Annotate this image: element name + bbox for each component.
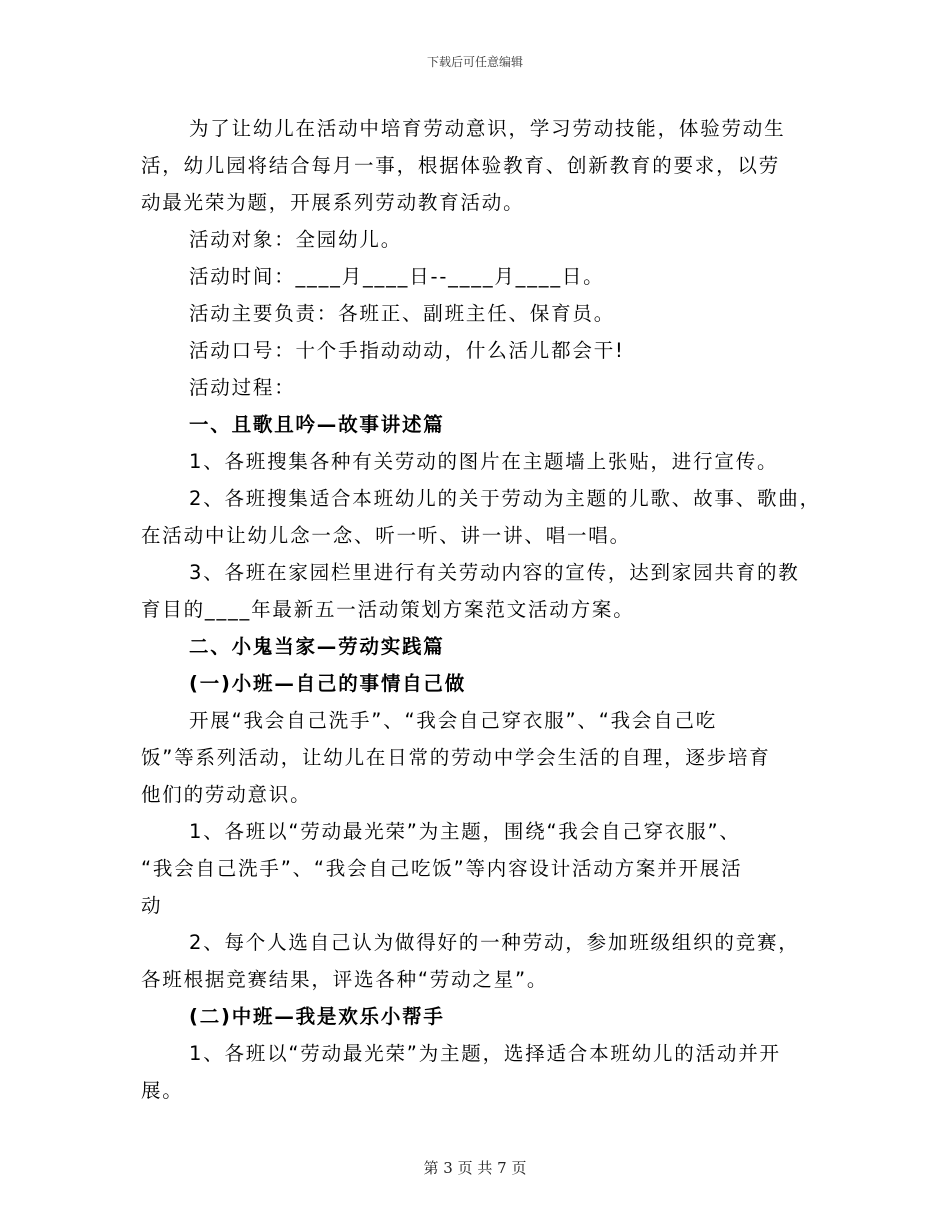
text-line: 活动对象：全园幼儿。 <box>189 228 403 251</box>
text-line: 开展“我会自己洗手”、“我会自己穿衣服”、“我会自己吃 <box>189 709 718 732</box>
section-heading <box>141 406 816 443</box>
body-paragraph <box>141 369 816 406</box>
text-line: (一)小班—自己的事情自己做 <box>189 672 467 695</box>
body-paragraph <box>141 924 816 998</box>
text-line: 2、每个人选自己认为做得好的一种劳动，参加班级组织的竞赛， <box>189 931 800 954</box>
text-line: 1、各班搜集各种有关劳动的图片在主题墙上张贴，进行宣传。 <box>189 450 779 473</box>
text-line: 在活动中让幼儿念一念、听一听、讲一讲、唱一唱。 <box>141 524 631 547</box>
text-line: 活动口号：十个手指动动动，什么活儿都会干! <box>189 339 625 362</box>
text-line: 动最光荣为题，开展系列劳动教育活动。 <box>141 191 525 214</box>
text-line: 饭”等系列活动，让幼儿在日常的劳动中学会生活的自理，逐步培育 <box>141 746 771 769</box>
text-line: 活动主要负责：各班正、副班主任、保育员。 <box>189 302 616 325</box>
body-paragraph <box>141 813 816 924</box>
text-line: 1、各班以“劳动最光荣”为主题，选择适合本班幼儿的活动并开 <box>189 1042 781 1065</box>
text-line: 3、各班在家园栏里进行有关劳动内容的宣传，达到家园共育的教 <box>189 561 800 584</box>
section-heading <box>141 665 816 702</box>
text-line: 活动时间：____月____日--____月____日。 <box>189 265 605 288</box>
text-line: 一、且歌且吟—故事讲述篇 <box>189 413 445 436</box>
body-paragraph <box>141 443 816 480</box>
text-line: 为了让幼儿在活动中培育劳动意识，学习劳动技能，体验劳动生 <box>189 117 786 140</box>
text-line: 各班根据竞赛结果，评选各种“劳动之星”。 <box>141 968 549 991</box>
body-paragraph <box>141 221 816 258</box>
text-line: 动 <box>141 894 163 917</box>
text-line: 活动过程： <box>189 376 296 399</box>
text-line: 活，幼儿园将结合每月一事，根据体验教育、创新教育的要求，以劳 <box>141 154 781 177</box>
text-line: 育目的____年最新五一活动策划方案范文活动方案。 <box>141 598 635 621</box>
body-paragraph <box>141 554 816 628</box>
text-line: 他们的劳动意识。 <box>141 783 312 806</box>
page-number: 第 3 页 共 7 页 <box>423 1159 527 1177</box>
body-paragraph <box>141 258 816 295</box>
text-line: 展。 <box>141 1079 184 1102</box>
body-paragraph <box>141 295 816 332</box>
text-line: 1、各班以“劳动最光荣”为主题，围绕“我会自己穿衣服”、 <box>189 820 741 843</box>
body-paragraph <box>141 480 821 554</box>
section-heading <box>141 628 816 665</box>
body-paragraph <box>141 332 816 369</box>
text-line: “我会自己洗手”、“我会自己吃饭”等内容设计活动方案并开展活 <box>141 857 743 880</box>
body-paragraph <box>141 110 816 221</box>
text-line: 二、小鬼当家—劳动实践篇 <box>189 635 445 658</box>
text-line: (二)中班—我是欢乐小帮手 <box>189 1005 445 1028</box>
section-heading <box>141 998 816 1035</box>
page-header-note: 下载后可任意编辑 <box>426 55 523 69</box>
body-paragraph <box>141 702 816 813</box>
body-paragraph <box>141 1035 816 1109</box>
text-line: 2、各班搜集适合本班幼儿的关于劳动为主题的儿歌、故事、歌曲， <box>189 487 821 510</box>
document-body <box>141 110 821 1109</box>
